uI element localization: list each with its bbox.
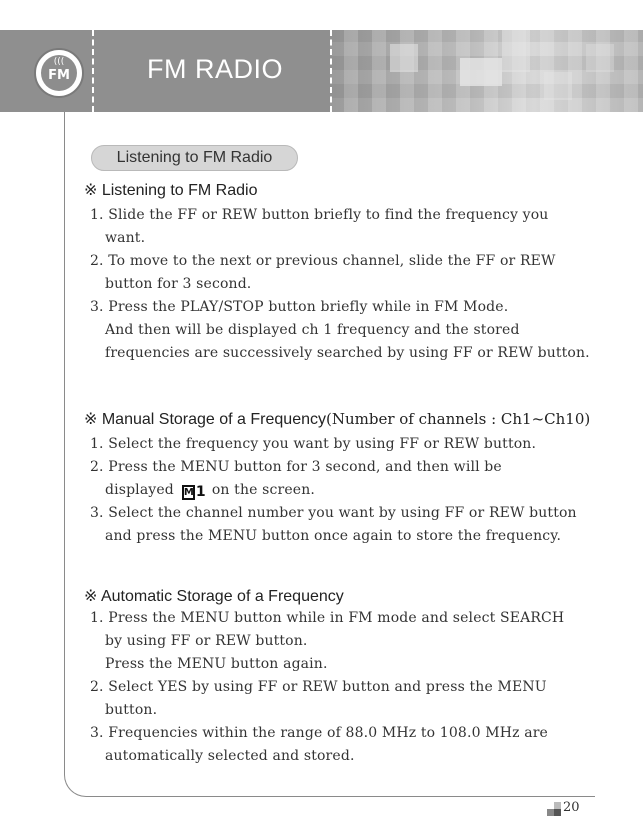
section-heading-text: ※ Automatic Storage of a Frequency — [84, 588, 344, 605]
header-divider-right — [330, 30, 332, 112]
instruction-line: 1. Select the frequency you want by using FF or REW button. — [90, 436, 537, 452]
instruction-line: frequencies are successively searched by using FF or REW button. — [105, 345, 590, 361]
instruction-line: 2. To move to the next or previous channel, slide the FF or REW — [90, 253, 556, 269]
page-corner-icon — [547, 802, 561, 816]
memory-channel-icon — [182, 484, 206, 500]
section-heading-text: ※ Listening to FM Radio — [84, 182, 258, 199]
instruction-line: 2. Select YES by using FF or REW button and press the MENU — [90, 679, 547, 695]
section-heading-listening — [84, 180, 257, 200]
section-heading-note: (Number of channels : Ch1~Ch10) — [325, 410, 591, 428]
memory-icon-digit: 1 — [195, 484, 206, 500]
fm-icon-label: FM — [48, 68, 70, 83]
header-mosaic-pattern — [330, 30, 643, 112]
instruction-line — [105, 482, 315, 500]
instruction-line: and press the MENU button once again to store the frequency. — [105, 528, 562, 544]
page-title: FM RADIO — [147, 54, 283, 84]
instruction-line: automatically selected and stored. — [105, 748, 355, 764]
page-number: 20 — [563, 800, 580, 815]
section-heading-text: ※ Manual Storage of a Frequency — [84, 411, 326, 428]
instruction-line: Press the MENU button again. — [105, 656, 328, 672]
instruction-line: 3. Press the PLAY/STOP button briefly while in FM Mode. — [90, 299, 509, 315]
fm-radio-icon — [34, 48, 84, 98]
instruction-line: 3. Frequencies within the range of 88.0 MHz to 108.0 MHz are — [90, 725, 548, 741]
instruction-text: displayed — [105, 482, 174, 498]
instruction-line: 3. Select the channel number you want by using FF or REW button — [90, 505, 577, 521]
radio-waves-icon: ((( — [53, 57, 65, 67]
instruction-line: 2. Press the MENU button for 3 second, and then will be — [90, 459, 502, 475]
section-heading-automatic-storage — [84, 586, 344, 606]
instruction-line: 1. Slide the FF or REW button briefly to find the frequency you — [90, 207, 549, 223]
instruction-line: And then will be displayed ch 1 frequency and the stored — [105, 322, 520, 338]
instruction-line: button for 3 second. — [105, 276, 252, 292]
instruction-line: button. — [105, 702, 158, 718]
instruction-line: want. — [105, 230, 146, 246]
header-divider-left — [92, 30, 94, 112]
instruction-line: by using FF or REW button. — [105, 633, 308, 649]
memory-icon-letter: M — [183, 487, 195, 498]
page-header — [0, 30, 643, 112]
section-heading-manual-storage — [84, 409, 590, 429]
section-tab: Listening to FM Radio — [91, 145, 298, 171]
instruction-text: on the screen. — [211, 482, 315, 498]
instruction-line: 1. Press the MENU button while in FM mode and select SEARCH — [90, 610, 565, 626]
